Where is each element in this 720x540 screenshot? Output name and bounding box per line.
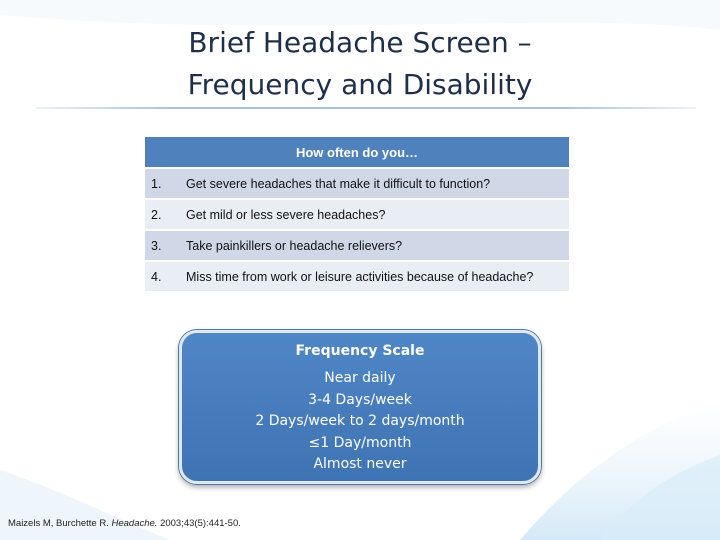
frequency-scale-item: Almost never [313, 456, 407, 472]
question-row-1 [145, 168, 569, 199]
citation-journal: Headache. [111, 518, 158, 529]
question-number: 2. [145, 199, 186, 230]
question-row-2 [145, 199, 569, 230]
slide-title [150, 22, 570, 106]
frequency-scale-box [179, 330, 541, 484]
frequency-scale-item: ≤1 Day/month [308, 434, 412, 451]
question-text: Take painkillers or headache relievers? [186, 230, 569, 261]
citation [8, 518, 241, 529]
frequency-scale-item: Near daily [324, 370, 396, 386]
slide-title-line-2: Frequency and Disability [187, 68, 533, 101]
questions-table-header-row [145, 137, 569, 168]
frequency-scale-list [182, 368, 538, 476]
question-text: Get mild or less severe headaches? [186, 199, 569, 230]
question-number: 1. [145, 168, 186, 199]
question-row-4 [145, 261, 569, 292]
frequency-scale-item: 2 Days/week to 2 days/month [255, 413, 465, 429]
citation-details: 2003;43(5):441-50. [157, 518, 241, 529]
question-row-3 [145, 230, 569, 261]
title-divider [36, 107, 696, 109]
frequency-scale-title: Frequency Scale [295, 343, 425, 359]
frequency-scale-item: 3-4 Days/week [308, 391, 412, 408]
question-text: Get severe headaches that make it difficult to function? [186, 168, 569, 199]
questions-table [145, 137, 569, 293]
question-number: 4. [145, 261, 186, 292]
citation-authors: Maizels M, Burchette R. [8, 518, 112, 529]
question-number: 3. [145, 230, 186, 261]
wave-left [0, 470, 170, 540]
question-text: Miss time from work or leisure activities because of headache? [186, 261, 569, 292]
slide-title-line-1: Brief Headache Screen – [188, 26, 532, 59]
questions-table-header: How often do you… [145, 137, 569, 168]
